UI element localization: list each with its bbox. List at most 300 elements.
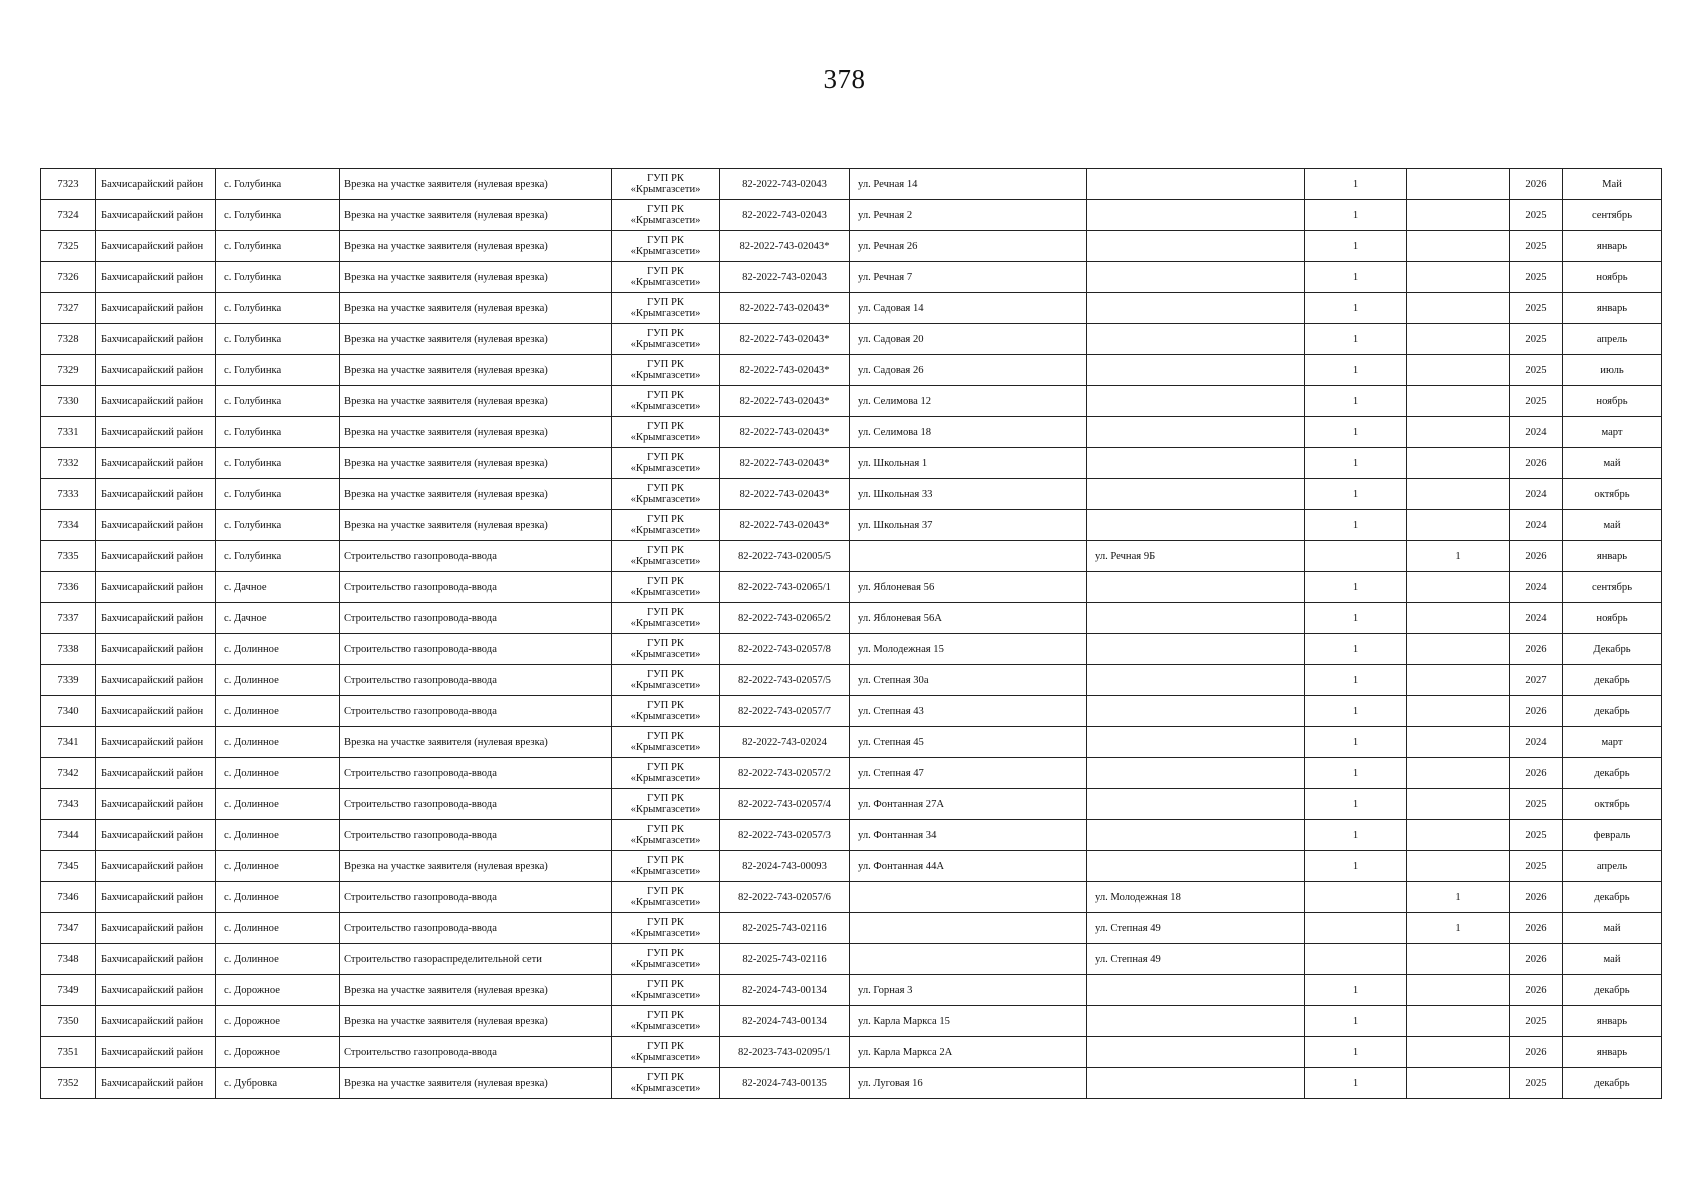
application-code-cell: 82-2025-743-02116 [720, 913, 850, 944]
address-cell: ул. Школьная 37 [850, 510, 1087, 541]
address-secondary-cell [1087, 417, 1305, 448]
organization-cell: ГУП РК «Крымгазсети» [612, 479, 720, 510]
row-number: 7337 [41, 603, 96, 634]
organization-cell: ГУП РК «Крымгазсети» [612, 634, 720, 665]
count-secondary-cell [1407, 510, 1510, 541]
count-secondary-cell [1407, 262, 1510, 293]
address-secondary-cell [1087, 603, 1305, 634]
count-secondary-cell [1407, 789, 1510, 820]
work-type-cell: Строительство газопровода-ввода [340, 789, 612, 820]
application-code-cell: 82-2022-743-02043* [720, 293, 850, 324]
year-cell: 2025 [1510, 200, 1563, 231]
month-cell: декабрь [1563, 975, 1662, 1006]
work-type-cell: Врезка на участке заявителя (нулевая врезка) [340, 975, 612, 1006]
district-cell: Бахчисарайский район [96, 417, 216, 448]
year-cell: 2025 [1510, 355, 1563, 386]
address-cell: ул. Селимова 18 [850, 417, 1087, 448]
year-cell: 2026 [1510, 975, 1563, 1006]
count-cell: 1 [1305, 634, 1407, 665]
row-number: 7341 [41, 727, 96, 758]
village-cell: с. Дачное [216, 572, 340, 603]
work-type-cell: Врезка на участке заявителя (нулевая врезка) [340, 355, 612, 386]
count-secondary-cell [1407, 758, 1510, 789]
organization-cell: ГУП РК «Крымгазсети» [612, 355, 720, 386]
address-cell: ул. Садовая 20 [850, 324, 1087, 355]
organization-cell: ГУП РК «Крымгазсети» [612, 913, 720, 944]
row-number: 7352 [41, 1068, 96, 1099]
work-type-cell: Врезка на участке заявителя (нулевая врезка) [340, 200, 612, 231]
organization-cell: ГУП РК «Крымгазсети» [612, 603, 720, 634]
address-secondary-cell: ул. Степная 49 [1087, 944, 1305, 975]
count-secondary-cell [1407, 820, 1510, 851]
village-cell: с. Голубинка [216, 324, 340, 355]
village-cell: с. Долинное [216, 913, 340, 944]
month-cell: апрель [1563, 851, 1662, 882]
count-cell: 1 [1305, 231, 1407, 262]
row-number: 7334 [41, 510, 96, 541]
row-number: 7346 [41, 882, 96, 913]
address-secondary-cell [1087, 1006, 1305, 1037]
row-number: 7340 [41, 696, 96, 727]
application-code-cell: 82-2022-743-02065/1 [720, 572, 850, 603]
address-cell: ул. Яблоневая 56А [850, 603, 1087, 634]
month-cell: март [1563, 727, 1662, 758]
count-cell: 1 [1305, 293, 1407, 324]
table-row [41, 1068, 1662, 1099]
table-row [41, 479, 1662, 510]
work-type-cell: Строительство газопровода-ввода [340, 820, 612, 851]
application-code-cell: 82-2022-743-02043* [720, 231, 850, 262]
district-cell: Бахчисарайский район [96, 231, 216, 262]
count-secondary-cell [1407, 417, 1510, 448]
application-code-cell: 82-2022-743-02043* [720, 479, 850, 510]
application-code-cell: 82-2022-743-02043* [720, 386, 850, 417]
month-cell: март [1563, 417, 1662, 448]
table-row [41, 789, 1662, 820]
address-secondary-cell [1087, 293, 1305, 324]
count-secondary-cell [1407, 1037, 1510, 1068]
organization-cell: ГУП РК «Крымгазсети» [612, 975, 720, 1006]
count-secondary-cell [1407, 975, 1510, 1006]
table-row [41, 665, 1662, 696]
row-number: 7323 [41, 169, 96, 200]
village-cell: с. Долинное [216, 944, 340, 975]
organization-cell: ГУП РК «Крымгазсети» [612, 417, 720, 448]
table-row [41, 448, 1662, 479]
count-cell: 1 [1305, 1037, 1407, 1068]
row-number: 7343 [41, 789, 96, 820]
application-code-cell: 82-2023-743-02095/1 [720, 1037, 850, 1068]
table-row [41, 231, 1662, 262]
table-row [41, 944, 1662, 975]
count-secondary-cell [1407, 665, 1510, 696]
month-cell: январь [1563, 231, 1662, 262]
table-row [41, 572, 1662, 603]
village-cell: с. Голубинка [216, 541, 340, 572]
organization-cell: ГУП РК «Крымгазсети» [612, 510, 720, 541]
year-cell: 2026 [1510, 913, 1563, 944]
count-cell: 1 [1305, 665, 1407, 696]
row-number: 7327 [41, 293, 96, 324]
application-code-cell: 82-2022-743-02043* [720, 448, 850, 479]
row-number: 7329 [41, 355, 96, 386]
address-secondary-cell [1087, 200, 1305, 231]
application-code-cell: 82-2022-743-02043* [720, 355, 850, 386]
address-cell [850, 944, 1087, 975]
address-secondary-cell [1087, 975, 1305, 1006]
count-secondary-cell [1407, 727, 1510, 758]
work-type-cell: Строительство газопровода-ввода [340, 603, 612, 634]
work-type-cell: Врезка на участке заявителя (нулевая врезка) [340, 417, 612, 448]
month-cell: июль [1563, 355, 1662, 386]
count-cell: 1 [1305, 386, 1407, 417]
month-cell: январь [1563, 293, 1662, 324]
village-cell: с. Голубинка [216, 293, 340, 324]
work-type-cell: Врезка на участке заявителя (нулевая врезка) [340, 169, 612, 200]
count-cell: 1 [1305, 696, 1407, 727]
count-cell: 1 [1305, 417, 1407, 448]
count-secondary-cell [1407, 944, 1510, 975]
table-row [41, 727, 1662, 758]
organization-cell: ГУП РК «Крымгазсети» [612, 541, 720, 572]
year-cell: 2025 [1510, 851, 1563, 882]
table-row [41, 262, 1662, 293]
application-code-cell: 82-2022-743-02043* [720, 417, 850, 448]
address-cell: ул. Фонтанная 44А [850, 851, 1087, 882]
address-cell [850, 913, 1087, 944]
application-code-cell: 82-2022-743-02057/4 [720, 789, 850, 820]
address-cell: ул. Горная 3 [850, 975, 1087, 1006]
count-secondary-cell [1407, 1068, 1510, 1099]
address-cell: ул. Фонтанная 34 [850, 820, 1087, 851]
count-cell: 1 [1305, 975, 1407, 1006]
count-secondary-cell [1407, 479, 1510, 510]
table-row [41, 355, 1662, 386]
year-cell: 2025 [1510, 789, 1563, 820]
address-cell: ул. Школьная 33 [850, 479, 1087, 510]
count-secondary-cell [1407, 386, 1510, 417]
year-cell: 2025 [1510, 231, 1563, 262]
address-cell: ул. Яблоневая 56 [850, 572, 1087, 603]
count-secondary-cell [1407, 293, 1510, 324]
table-row [41, 882, 1662, 913]
district-cell: Бахчисарайский район [96, 324, 216, 355]
year-cell: 2025 [1510, 324, 1563, 355]
district-cell: Бахчисарайский район [96, 1068, 216, 1099]
count-secondary-cell [1407, 200, 1510, 231]
district-cell: Бахчисарайский район [96, 572, 216, 603]
work-type-cell: Врезка на участке заявителя (нулевая врезка) [340, 231, 612, 262]
count-secondary-cell [1407, 355, 1510, 386]
year-cell: 2027 [1510, 665, 1563, 696]
village-cell: с. Голубинка [216, 479, 340, 510]
row-number: 7328 [41, 324, 96, 355]
count-cell: 1 [1305, 603, 1407, 634]
village-cell: с. Голубинка [216, 200, 340, 231]
district-cell: Бахчисарайский район [96, 665, 216, 696]
row-number: 7324 [41, 200, 96, 231]
count-cell: 1 [1305, 169, 1407, 200]
village-cell: с. Голубинка [216, 231, 340, 262]
table-body [41, 169, 1662, 1099]
district-cell: Бахчисарайский район [96, 975, 216, 1006]
work-type-cell: Врезка на участке заявителя (нулевая врезка) [340, 448, 612, 479]
month-cell: ноябрь [1563, 603, 1662, 634]
application-code-cell: 82-2022-743-02043 [720, 200, 850, 231]
month-cell: май [1563, 510, 1662, 541]
year-cell: 2026 [1510, 634, 1563, 665]
organization-cell: ГУП РК «Крымгазсети» [612, 572, 720, 603]
count-cell [1305, 944, 1407, 975]
count-secondary-cell [1407, 572, 1510, 603]
address-secondary-cell: ул. Степная 49 [1087, 913, 1305, 944]
address-cell: ул. Садовая 26 [850, 355, 1087, 386]
address-secondary-cell [1087, 262, 1305, 293]
district-cell: Бахчисарайский район [96, 293, 216, 324]
work-type-cell: Врезка на участке заявителя (нулевая врезка) [340, 386, 612, 417]
address-secondary-cell [1087, 169, 1305, 200]
application-code-cell: 82-2022-743-02057/7 [720, 696, 850, 727]
address-cell: ул. Степная 45 [850, 727, 1087, 758]
year-cell: 2025 [1510, 386, 1563, 417]
count-secondary-cell [1407, 851, 1510, 882]
table-row [41, 913, 1662, 944]
organization-cell: ГУП РК «Крымгазсети» [612, 200, 720, 231]
organization-cell: ГУП РК «Крымгазсети» [612, 882, 720, 913]
count-cell: 1 [1305, 727, 1407, 758]
address-cell: ул. Карла Маркса 15 [850, 1006, 1087, 1037]
year-cell: 2025 [1510, 293, 1563, 324]
address-secondary-cell [1087, 820, 1305, 851]
count-cell [1305, 541, 1407, 572]
month-cell: Декабрь [1563, 634, 1662, 665]
village-cell: с. Долинное [216, 820, 340, 851]
work-type-cell: Строительство газопровода-ввода [340, 882, 612, 913]
organization-cell: ГУП РК «Крымгазсети» [612, 1068, 720, 1099]
address-cell: ул. Карла Маркса 2А [850, 1037, 1087, 1068]
district-cell: Бахчисарайский район [96, 479, 216, 510]
work-type-cell: Врезка на участке заявителя (нулевая врезка) [340, 262, 612, 293]
village-cell: с. Дорожное [216, 1006, 340, 1037]
application-code-cell: 82-2022-743-02057/6 [720, 882, 850, 913]
count-secondary-cell [1407, 169, 1510, 200]
village-cell: с. Долинное [216, 758, 340, 789]
district-cell: Бахчисарайский район [96, 448, 216, 479]
organization-cell: ГУП РК «Крымгазсети» [612, 820, 720, 851]
row-number: 7347 [41, 913, 96, 944]
district-cell: Бахчисарайский район [96, 169, 216, 200]
village-cell: с. Голубинка [216, 417, 340, 448]
month-cell: январь [1563, 1006, 1662, 1037]
district-cell: Бахчисарайский район [96, 634, 216, 665]
month-cell: ноябрь [1563, 386, 1662, 417]
application-code-cell: 82-2022-743-02057/3 [720, 820, 850, 851]
table-row [41, 634, 1662, 665]
district-cell: Бахчисарайский район [96, 820, 216, 851]
village-cell: с. Долинное [216, 634, 340, 665]
row-number: 7348 [41, 944, 96, 975]
organization-cell: ГУП РК «Крымгазсети» [612, 324, 720, 355]
address-secondary-cell [1087, 448, 1305, 479]
district-cell: Бахчисарайский район [96, 355, 216, 386]
organization-cell: ГУП РК «Крымгазсети» [612, 727, 720, 758]
application-code-cell: 82-2025-743-02116 [720, 944, 850, 975]
organization-cell: ГУП РК «Крымгазсети» [612, 169, 720, 200]
application-code-cell: 82-2022-743-02043 [720, 262, 850, 293]
month-cell: декабрь [1563, 758, 1662, 789]
row-number: 7344 [41, 820, 96, 851]
count-cell: 1 [1305, 1068, 1407, 1099]
month-cell: декабрь [1563, 882, 1662, 913]
application-code-cell: 82-2022-743-02057/8 [720, 634, 850, 665]
row-number: 7351 [41, 1037, 96, 1068]
address-cell [850, 882, 1087, 913]
work-type-cell: Врезка на участке заявителя (нулевая врезка) [340, 851, 612, 882]
count-secondary-cell [1407, 603, 1510, 634]
address-secondary-cell [1087, 324, 1305, 355]
count-cell: 1 [1305, 448, 1407, 479]
organization-cell: ГУП РК «Крымгазсети» [612, 448, 720, 479]
month-cell: сентябрь [1563, 572, 1662, 603]
year-cell: 2026 [1510, 1037, 1563, 1068]
work-type-cell: Строительство газопровода-ввода [340, 665, 612, 696]
work-type-cell: Врезка на участке заявителя (нулевая врезка) [340, 510, 612, 541]
application-code-cell: 82-2022-743-02043* [720, 510, 850, 541]
village-cell: с. Долинное [216, 882, 340, 913]
district-cell: Бахчисарайский район [96, 758, 216, 789]
work-type-cell: Строительство газопровода-ввода [340, 758, 612, 789]
village-cell: с. Долинное [216, 665, 340, 696]
address-secondary-cell [1087, 355, 1305, 386]
table-row [41, 417, 1662, 448]
organization-cell: ГУП РК «Крымгазсети» [612, 262, 720, 293]
count-cell: 1 [1305, 479, 1407, 510]
village-cell: с. Голубинка [216, 355, 340, 386]
year-cell: 2024 [1510, 603, 1563, 634]
count-cell: 1 [1305, 758, 1407, 789]
table-row [41, 169, 1662, 200]
district-cell: Бахчисарайский район [96, 727, 216, 758]
year-cell: 2025 [1510, 262, 1563, 293]
address-secondary-cell [1087, 727, 1305, 758]
address-secondary-cell [1087, 572, 1305, 603]
month-cell: октябрь [1563, 479, 1662, 510]
count-cell: 1 [1305, 355, 1407, 386]
row-number: 7326 [41, 262, 96, 293]
year-cell: 2024 [1510, 727, 1563, 758]
count-cell: 1 [1305, 789, 1407, 820]
district-cell: Бахчисарайский район [96, 882, 216, 913]
month-cell: декабрь [1563, 665, 1662, 696]
table-row [41, 541, 1662, 572]
district-cell: Бахчисарайский район [96, 200, 216, 231]
count-secondary-cell [1407, 324, 1510, 355]
month-cell: май [1563, 913, 1662, 944]
row-number: 7349 [41, 975, 96, 1006]
organization-cell: ГУП РК «Крымгазсети» [612, 944, 720, 975]
count-cell: 1 [1305, 510, 1407, 541]
count-cell: 1 [1305, 1006, 1407, 1037]
row-number: 7333 [41, 479, 96, 510]
month-cell: октябрь [1563, 789, 1662, 820]
table-row [41, 1006, 1662, 1037]
work-type-cell: Строительство газопровода-ввода [340, 696, 612, 727]
organization-cell: ГУП РК «Крымгазсети» [612, 789, 720, 820]
count-secondary-cell: 1 [1407, 913, 1510, 944]
address-secondary-cell [1087, 696, 1305, 727]
application-code-cell: 82-2022-743-02043* [720, 324, 850, 355]
village-cell: с. Долинное [216, 696, 340, 727]
district-cell: Бахчисарайский район [96, 851, 216, 882]
year-cell: 2024 [1510, 479, 1563, 510]
work-type-cell: Врезка на участке заявителя (нулевая врезка) [340, 1068, 612, 1099]
month-cell: сентябрь [1563, 200, 1662, 231]
count-secondary-cell [1407, 634, 1510, 665]
year-cell: 2026 [1510, 944, 1563, 975]
month-cell: январь [1563, 541, 1662, 572]
address-cell [850, 541, 1087, 572]
work-type-cell: Врезка на участке заявителя (нулевая врезка) [340, 1006, 612, 1037]
work-type-cell: Врезка на участке заявителя (нулевая врезка) [340, 293, 612, 324]
work-type-cell: Строительство газопровода-ввода [340, 572, 612, 603]
year-cell: 2024 [1510, 572, 1563, 603]
table-row [41, 696, 1662, 727]
count-cell [1305, 913, 1407, 944]
district-cell: Бахчисарайский район [96, 386, 216, 417]
month-cell: май [1563, 944, 1662, 975]
row-number: 7336 [41, 572, 96, 603]
address-secondary-cell [1087, 634, 1305, 665]
count-cell [1305, 882, 1407, 913]
address-secondary-cell [1087, 386, 1305, 417]
village-cell: с. Дорожное [216, 975, 340, 1006]
village-cell: с. Дачное [216, 603, 340, 634]
row-number: 7332 [41, 448, 96, 479]
application-code-cell: 82-2022-743-02024 [720, 727, 850, 758]
organization-cell: ГУП РК «Крымгазсети» [612, 851, 720, 882]
application-code-cell: 82-2024-743-00134 [720, 1006, 850, 1037]
row-number: 7325 [41, 231, 96, 262]
month-cell: май [1563, 448, 1662, 479]
address-cell: ул. Речная 2 [850, 200, 1087, 231]
village-cell: с. Долинное [216, 727, 340, 758]
count-cell: 1 [1305, 572, 1407, 603]
table-row [41, 200, 1662, 231]
year-cell: 2026 [1510, 882, 1563, 913]
table-row [41, 386, 1662, 417]
address-cell: ул. Степная 43 [850, 696, 1087, 727]
address-cell: ул. Речная 14 [850, 169, 1087, 200]
address-secondary-cell: ул. Молодежная 18 [1087, 882, 1305, 913]
count-secondary-cell [1407, 696, 1510, 727]
address-secondary-cell [1087, 1068, 1305, 1099]
registry-table-container [40, 168, 1661, 1099]
address-cell: ул. Селимова 12 [850, 386, 1087, 417]
village-cell: с. Долинное [216, 851, 340, 882]
row-number: 7345 [41, 851, 96, 882]
organization-cell: ГУП РК «Крымгазсети» [612, 758, 720, 789]
application-code-cell: 82-2024-743-00134 [720, 975, 850, 1006]
work-type-cell: Строительство газопровода-ввода [340, 634, 612, 665]
district-cell: Бахчисарайский район [96, 913, 216, 944]
month-cell: декабрь [1563, 696, 1662, 727]
application-code-cell: 82-2022-743-02043 [720, 169, 850, 200]
row-number: 7339 [41, 665, 96, 696]
address-secondary-cell [1087, 231, 1305, 262]
year-cell: 2025 [1510, 820, 1563, 851]
row-number: 7342 [41, 758, 96, 789]
month-cell: январь [1563, 1037, 1662, 1068]
